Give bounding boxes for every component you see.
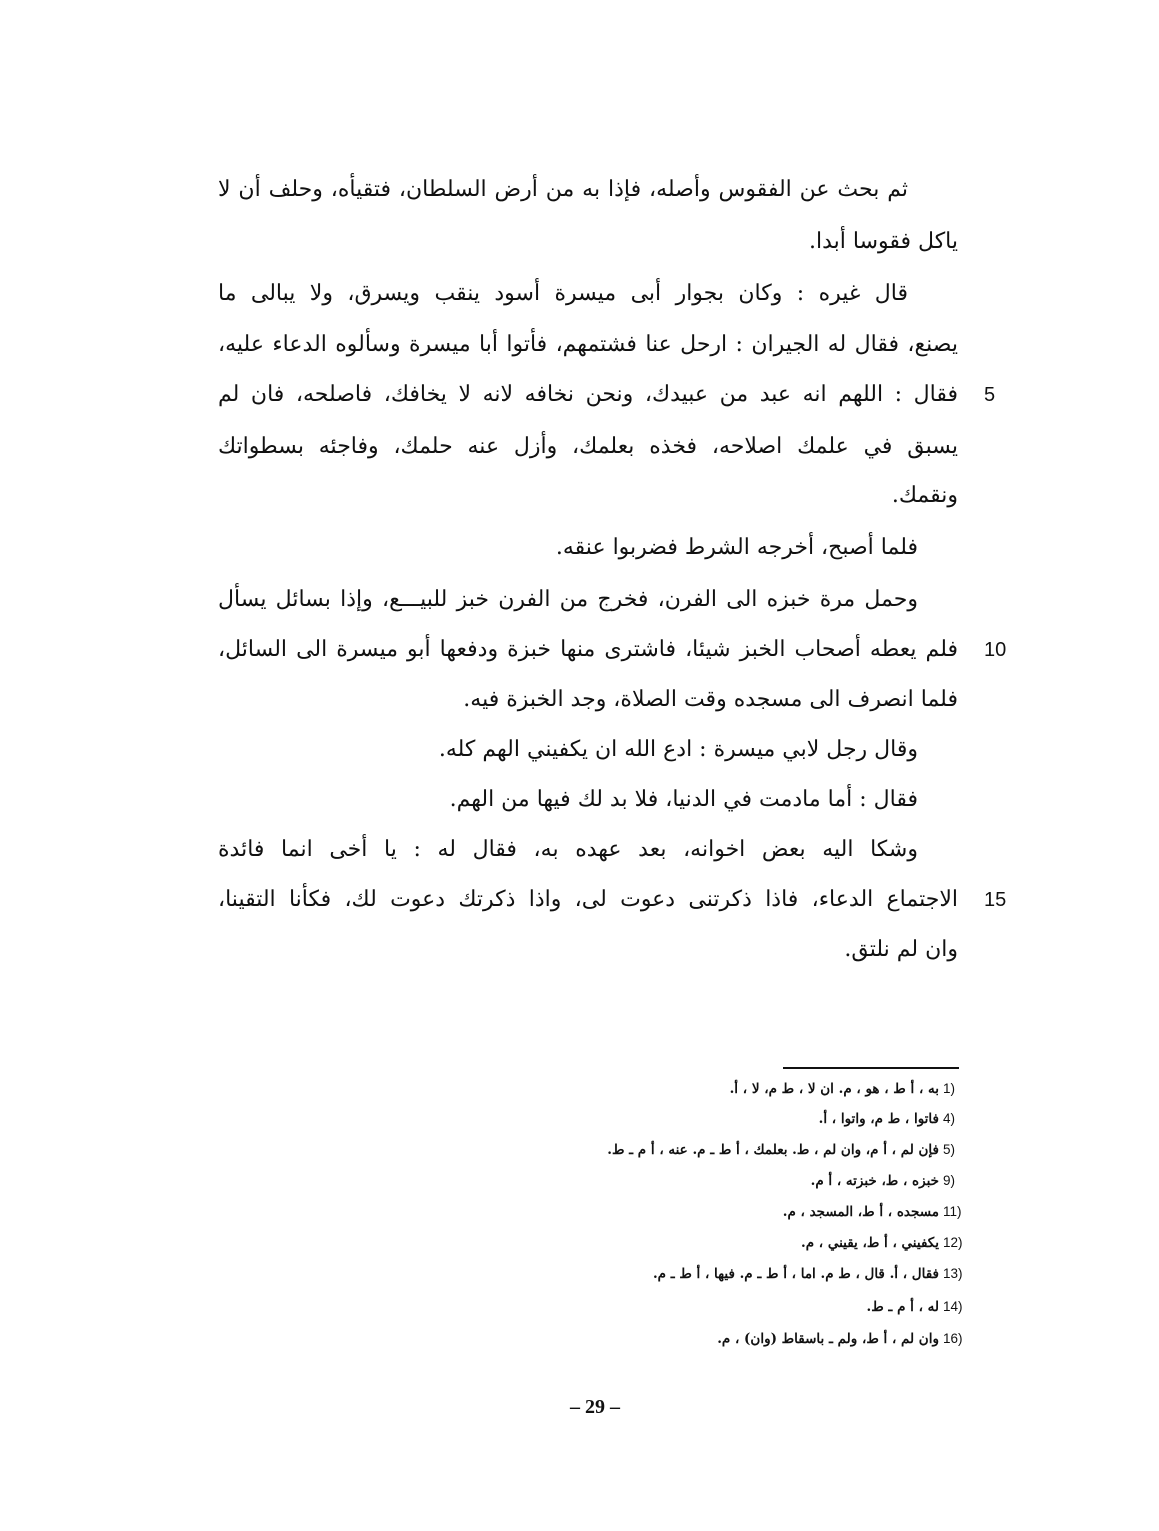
body-line-2: ياكل فقوسا أبدا. (809, 229, 958, 254)
footnote-number: 5) (943, 1142, 956, 1157)
footnote-14 (0, 1294, 1159, 1320)
body-line-12: وقال رجل لابي ميسرة : ادع الله ان يكفيني الهم كله. (438, 737, 918, 762)
footnote-number: 4) (943, 1111, 956, 1126)
footnote-text: فإن لم ، أ م، وان لم ، ط. بعلمك ، أ ط ـ م. عنه ، أ م ـ ط. (607, 1142, 939, 1158)
footnote-text: فقال ، أ. قال ، ط م. اما ، أ ط ـ م. فيها ، أ ط ـ م. (652, 1266, 939, 1282)
footnote-separator (783, 1067, 959, 1069)
footnote-1 (0, 1076, 1159, 1102)
footnote-number: 11) (943, 1204, 962, 1219)
footnote-text: يكفيني ، أ ط، يقيني ، م. (801, 1235, 939, 1251)
footnote-text: فاتوا ، ط م، واتوا ، أ. (818, 1111, 939, 1127)
line-number-5: 5 (984, 384, 996, 406)
page-number: – 29 – (570, 1396, 620, 1418)
footnote-5 (0, 1137, 1159, 1163)
footnote-11 (0, 1199, 1159, 1225)
body-line-14: وشكا اليه بعض اخوانه، بعد عهده به، فقال له : يا أخى انما فائدة (218, 837, 918, 862)
body-line-15: الاجتماع الدعاء، فاذا ذكرتنى دعوت لى، واذا ذكرتك دعوت لك، فكأنا التقينا، (218, 887, 958, 912)
body-line-5: فقال : اللهم انه عبد من عبيدك، ونحن نخافه لانه لا يخافك، فاصلحه، فان لم (218, 382, 958, 407)
body-line-13: فقال : أما مادمت في الدنيا، فلا بد لك فيها من الهم. (449, 787, 918, 812)
footnote-13 (0, 1261, 1159, 1287)
body-line-16: وان لم نلتق. (844, 937, 958, 962)
footnote-text: مسجده ، أ ط، المسجد ، م. (782, 1204, 939, 1220)
footnote-text: وان لم ، أ ط، ولم ـ باسقاط (وان) ، م. (717, 1331, 939, 1347)
body-line-8: فلما أصبح، أخرجه الشرط فضربوا عنقه. (555, 535, 918, 560)
footnote-text: له ، أ م ـ ط. (866, 1299, 939, 1315)
footnote-text: خبزه ، ط، خبزته ، أ م. (810, 1173, 939, 1189)
body-line-1: ثم بحث عن الفقوس وأصله، فإذا به من أرض السلطان، فتقيأه، وحلف أن لا (218, 177, 908, 202)
footnote-number: 1) (943, 1081, 956, 1096)
body-line-9: وحمل مرة خبزه الى الفرن، فخرج من الفرن خبز للبيـــع، وإذا بسائل يسأل (218, 587, 918, 612)
body-line-4: يصنع، فقال له الجيران : ارحل عنا فشتمهم، فأتوا أبا ميسرة وسألوه الدعاء عليه، (218, 332, 958, 357)
footnote-number: 16) (943, 1331, 963, 1346)
footnote-4 (0, 1106, 1159, 1132)
footnote-12 (0, 1230, 1159, 1256)
footnote-number: 14) (943, 1299, 963, 1314)
line-number-15: 15 (984, 889, 1007, 911)
footnote-16 (0, 1326, 1159, 1352)
body-line-7: ونقمك. (891, 483, 958, 508)
line-number-10: 10 (984, 639, 1007, 661)
body-line-10: فلم يعطه أصحاب الخبز شيئا، فاشترى منها خبزة ودفعها أبو ميسرة الى السائل، (218, 637, 958, 662)
footnote-number: 13) (943, 1266, 963, 1281)
footnote-number: 12) (943, 1235, 963, 1250)
body-line-11: فلما انصرف الى مسجده وقت الصلاة، وجد الخبزة فيه. (463, 687, 958, 712)
footnote-number: 9) (943, 1173, 956, 1188)
body-line-3: قال غيره : وكان بجوار أبى ميسرة أسود ينقب ويسرق، ولا يبالى ما (218, 281, 908, 306)
footnote-text: به ، أ ط ، هو ، م. ان لا ، ط م، لا ، أ. (729, 1081, 939, 1097)
footnote-9 (0, 1168, 1159, 1194)
body-line-6: يسبق في علمك اصلاحه، فخذه بعلمك، وأزل عنه حلمك، وفاجئه بسطواتك (218, 434, 958, 459)
